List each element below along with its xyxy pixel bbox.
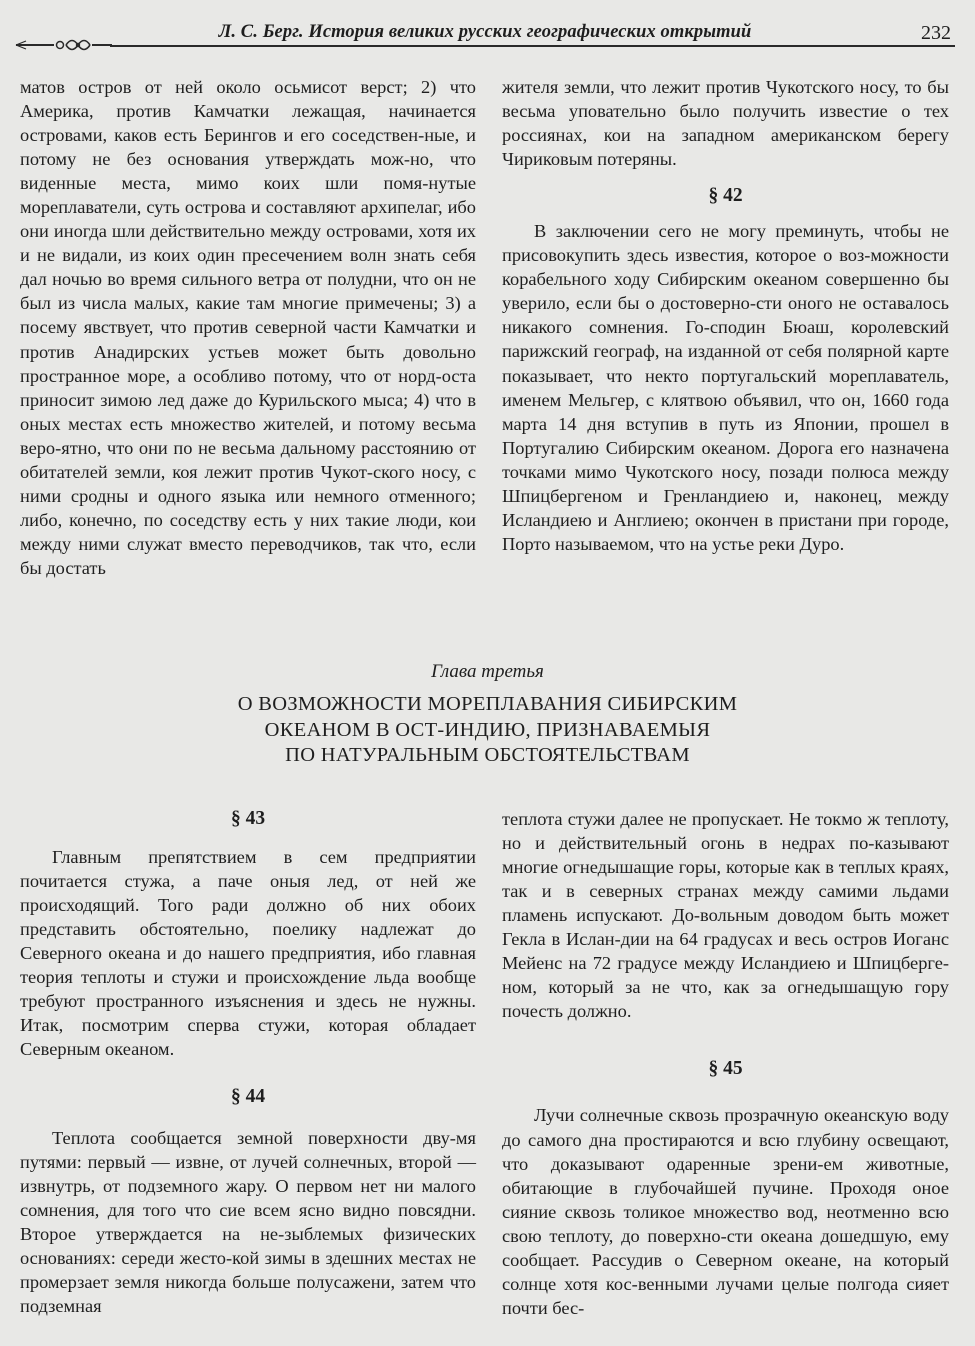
- text-line: совершенно бы уверило, если бы о достоверно-: [502, 269, 950, 314]
- text-line: ные, и потому не без основания утверждать мож-: [20, 125, 476, 170]
- text-line: теплота стужи далее не пропускает. Не токмо ж: [502, 809, 880, 829]
- text-line: из числа малых, какие там многие примечены;: [57, 293, 439, 314]
- text-line: полюса между Шпицбергеном и Гренландиею и,: [502, 461, 950, 506]
- text-line: назначена точками мимо Чукотского носу, позади: [502, 437, 949, 482]
- text-line: но, что виденные места, мимо коих шли помя-: [20, 149, 476, 194]
- text-line: матов остров от ней около осьмисот верст; 2) что: [20, 77, 476, 97]
- paragraph: [502, 75, 949, 171]
- text-line: почитается стужа, а паче оныя лед, от ней же: [20, 871, 476, 892]
- text-line: теплоту, но и действительный огонь в недрах по-: [502, 809, 949, 854]
- text-line: кой зимы в здешних местах не промерзает земля: [20, 1247, 476, 1292]
- page-number: 232: [921, 22, 951, 44]
- text-line: нет ни малого сомнения, для того что сие всем: [20, 1175, 476, 1220]
- text-line: берегу Чириковым потеряны.: [502, 125, 949, 170]
- text-line: о тех россиянах, кои на западном американском: [502, 101, 949, 146]
- text-line: происходящий. Того ради должно об них обоих: [20, 895, 476, 916]
- text-line: даже до Курильского мыса; 4) что в оных местах: [20, 389, 477, 434]
- text-line: как в теплых краях, так и в северных странах: [502, 857, 949, 902]
- text-line: вольным доводом быть может Гекла в Ислан-: [502, 905, 949, 950]
- chapter-title-line: ОКЕАНОМ В ОСТ-ИНДИЮ, ПРИЗНАВАЕМЫЯ: [264, 718, 711, 741]
- text-line: вместо переводчиков, так что, если бы достать: [20, 533, 476, 578]
- text-line: освещают, что доказывают одаренные зрени-: [502, 1129, 949, 1174]
- text-line: есть множество жителей, и потому весьма веро-: [20, 413, 476, 458]
- text-line: от обитателей земли, коя лежит против Чукот-: [20, 437, 476, 482]
- text-line: между островами, хотя их и не видали, из коих: [20, 221, 476, 266]
- text-line: Америка, против Камчатки лежащая, начинается: [20, 101, 476, 122]
- text-line: никогда больше полусажени, затем что подземная: [20, 1271, 476, 1316]
- section-heading-42: § 42: [708, 185, 743, 207]
- text-line: жителя земли, что лежит против Чукотского носу,: [502, 77, 899, 97]
- text-line: которая обладает Северным океаном.: [20, 1015, 476, 1060]
- header-rule: [110, 45, 955, 47]
- text-line: почесть должно.: [502, 1001, 632, 1022]
- text-line: Теплота сообщается земной поверхности дву-: [52, 1127, 456, 1148]
- section-heading-44: § 44: [230, 1086, 266, 1108]
- column-top-left: [20, 75, 476, 580]
- chapter-title-line: ПО НАТУРАЛЬНЫМ ОБСТОЯТЕЛЬСТВАМ: [285, 744, 690, 766]
- text-line: то бы весьма уповательно было получить известие: [502, 77, 949, 122]
- text-line: можности корабельного ходу Сибирским океаном: [502, 245, 949, 290]
- text-line: 3) а посему явствует, что против северной части: [20, 293, 476, 338]
- text-line: дии на 64 градусах и весь остров Иоганс Мейенс: [502, 929, 949, 974]
- text-line: льда вообще требуют пространного изъяснения: [20, 967, 477, 1012]
- text-line: наконец, между Исландиею и Англиею; окончен: [502, 485, 949, 530]
- text-line: зыблемых физических основаниях: середи жесто-: [20, 1223, 476, 1268]
- text-line: архипелаг, ибо они иногда шли действительно: [20, 197, 476, 242]
- text-line: время сильного ветра от полудни, что он не был: [20, 269, 476, 314]
- text-line: Камчатки и против Анадирских устьев может: [20, 317, 476, 362]
- text-line: ского носу, с ними сродны и одного языка или: [20, 461, 476, 506]
- text-line: ном, который за не что, как за огнедышащую гору: [502, 977, 949, 998]
- text-line: что некто португальский мореплаватель, именем: [502, 365, 949, 410]
- text-line: мя путями: первый — извне, от лучей солнечных,: [20, 1127, 476, 1172]
- text-line: казывают многие огнедышащие горы, которые: [502, 833, 949, 878]
- text-line: есть у них такие люди, кои между ними служат: [20, 509, 476, 554]
- paragraph: [502, 807, 949, 1023]
- paragraph: [502, 1103, 949, 1319]
- chapter-label: Глава третья: [431, 661, 544, 682]
- paragraph: [20, 75, 476, 580]
- text-line: ем животные, обитающие в глубочайшей пучине.: [502, 1153, 950, 1198]
- text-line: островами, каков есть Берингов и его соседствен-: [20, 125, 425, 146]
- text-line: вод, неотменно всю свою теплоту, до поверхно-: [502, 1201, 949, 1246]
- text-line: на изданной от себя полярной карте показывает,: [502, 341, 949, 386]
- column-top-right: [502, 75, 949, 556]
- chapter-title-line: О ВОЗМОЖНОСТИ МОРЕПЛАВАНИЯ СИБИРСКИМ: [237, 693, 738, 715]
- text-line: сподин Бюаш, королевский парижский географ,: [502, 317, 950, 362]
- column-bottom-right: [502, 807, 949, 1320]
- text-line: нутые мореплаватели, суть острова и составляют: [20, 173, 476, 218]
- text-line: Главным препятствием в сем предприятии: [52, 847, 476, 868]
- text-line: на устье реки Дуро.: [689, 533, 845, 554]
- text-line: ятно, что они по не весьма дальному расстоянию: [61, 437, 454, 458]
- text-line: в Португалию Сибирским океаном. Дорога его: [502, 413, 949, 458]
- text-line: между самими льдами пламень испускают. До-: [502, 881, 950, 926]
- text-line: венными лучами целые полгода сияет почти бес-: [502, 1273, 949, 1318]
- text-line: и здесь не нужны. Итак, посмотрим сперва стужи,: [20, 991, 476, 1036]
- text-line: В заключении сего не могу преминуть, чтобы: [534, 221, 922, 242]
- paragraph: [502, 219, 949, 556]
- text-line: сти оного не оставалось никакого сомнения. Го-: [502, 293, 949, 338]
- paragraph: [20, 1126, 476, 1318]
- text-line: ясно видно повсядни. Второе утверждается на не-: [20, 1199, 476, 1244]
- text-line: Северного океана и до нашего предприятия, ибо: [20, 943, 411, 964]
- text-line: сти океана дошедшую, ему сообщает. Рассудив: [502, 1225, 949, 1270]
- header-ornament-icon: [14, 32, 112, 58]
- column-bottom-left: [20, 807, 476, 1318]
- text-line: не присовокупить здесь известия, которое о воз-: [502, 221, 949, 266]
- text-line: воду до самого дна простираются и всю глубину: [502, 1105, 949, 1150]
- running-title: Л. С. Берг. История великих русских географических открытий: [218, 22, 752, 42]
- paragraph: [20, 845, 476, 1061]
- section-heading-43: § 43: [230, 808, 266, 829]
- text-line: в пристани при городе, Порто называемом, что: [502, 509, 949, 554]
- text-line: о Северном океане, на который солнце хотя кос-: [502, 1249, 949, 1294]
- text-line: потому, что от норд-оста приносит зимою лед: [20, 365, 476, 410]
- text-line: на 72 градусе между Исландиею и Шпицберге-: [568, 953, 949, 974]
- section-heading-45: § 45: [708, 1058, 743, 1080]
- text-line: один пресечением волн знать себя дал ночью во: [20, 245, 476, 290]
- text-line: представить обстоятельно, поелику надлежат до: [20, 919, 476, 940]
- text-line: быть довольно пространное море, а особливо: [20, 341, 476, 386]
- text-line: марта 14 дня вступив в путь из Японии, прошел: [502, 413, 930, 434]
- text-line: главная теория теплоты и стужи и происхождение: [20, 943, 476, 988]
- text-line: второй — извнутрь, от подземного жару. О первом: [20, 1151, 476, 1196]
- chapter-title: [120, 692, 855, 769]
- text-line: Мельгер, с клятвою объявил, что он, 1660 года: [568, 389, 949, 410]
- text-line: Лучи солнечные сквозь прозрачную океанскую: [534, 1105, 908, 1126]
- text-line: Проходя оное сияние сквозь толикое множество: [502, 1177, 949, 1222]
- text-line: немного отменного; либо, конечно, по соседству: [20, 485, 476, 530]
